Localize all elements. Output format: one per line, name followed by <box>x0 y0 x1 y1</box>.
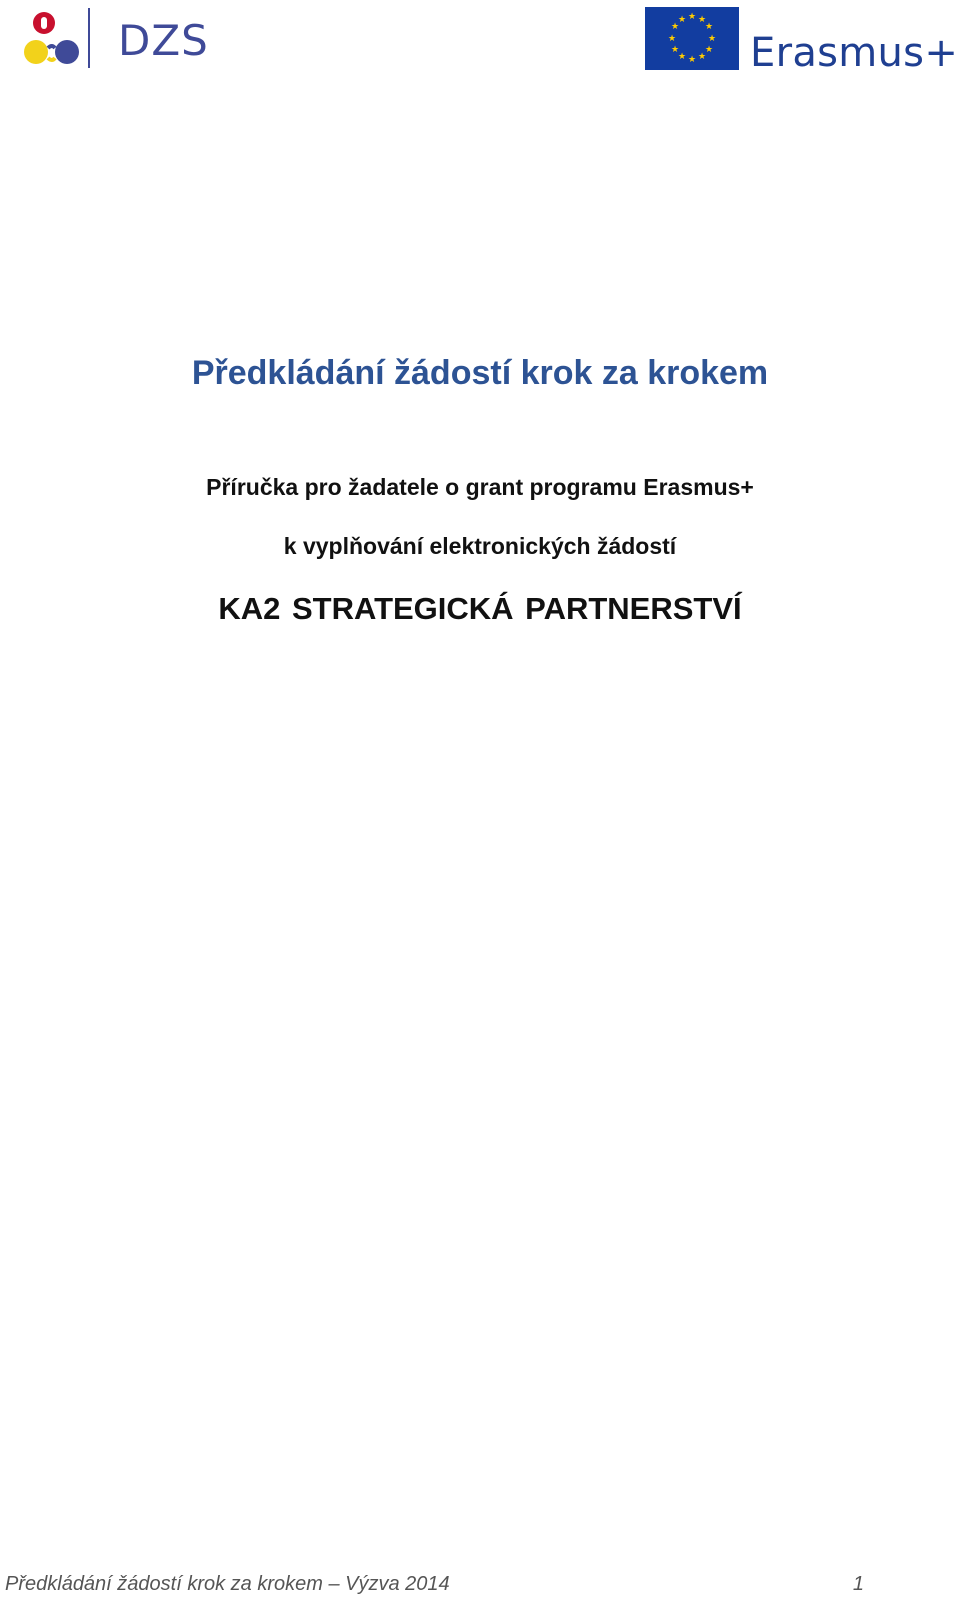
svg-text:★: ★ <box>704 45 714 55</box>
dzs-logo-text: DZS <box>118 16 209 65</box>
svg-text:★: ★ <box>670 22 680 32</box>
dzs-logo <box>22 8 209 72</box>
svg-text:★: ★ <box>697 52 707 62</box>
subtitle-electronic-forms: k vyplňování elektronických žádostí <box>283 533 677 559</box>
svg-text:★: ★ <box>670 45 680 55</box>
svg-text:★: ★ <box>697 15 707 25</box>
page-footer <box>5 1572 864 1600</box>
dzs-logo-icon <box>22 8 112 72</box>
eu-flag-icon <box>645 7 739 70</box>
svg-text:★: ★ <box>667 34 677 44</box>
erasmus-logo <box>645 7 959 76</box>
svg-text:★: ★ <box>677 15 687 25</box>
erasmus-logo-text: Erasmus+ <box>750 30 959 76</box>
svg-text:★: ★ <box>687 55 697 65</box>
programme-title: KA2 STRATEGICKÁ PARTNERSTVÍ <box>218 591 742 626</box>
page-number: 1 <box>852 1573 864 1595</box>
page-title: Předkládání žádostí krok za krokem <box>191 354 769 392</box>
svg-text:★: ★ <box>687 12 697 22</box>
svg-text:★: ★ <box>677 52 687 62</box>
svg-text:★: ★ <box>707 34 717 44</box>
svg-text:★: ★ <box>704 22 714 32</box>
footer-text: Předkládání žádostí krok za krokem – Výzva 2014 <box>5 1573 450 1595</box>
subtitle-guide: Příručka pro žadatele o grant programu Erasmus+ <box>206 474 754 500</box>
